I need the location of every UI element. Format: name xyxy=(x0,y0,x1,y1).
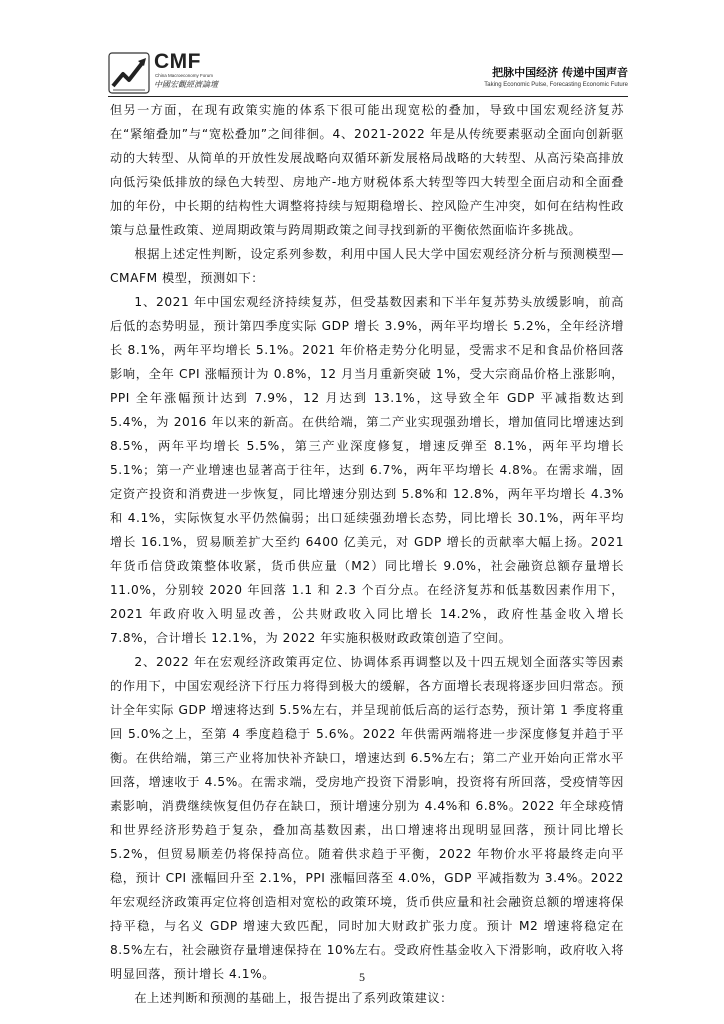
header-divider xyxy=(108,96,628,97)
paragraph-policy-intro: 在上述判断和预测的基础上，报告提出了系列政策建议： xyxy=(134,991,453,1005)
cmf-logo-icon xyxy=(108,52,150,94)
paragraph-continuation: 但另一方面，在现有政策实施的体系下很可能出现宽松的叠加，导致中国宏观经济复苏在“紧缩叠加”与“宽松叠加”之间徘徊。4、2021-2022 年是从传统要素驱动全面向创新驱动的大转型、从简单的开放性发展战略向双循环新发展格局战略的大转型、从高污染高排放向低污染低排放的绿色大转型、房地产-地方财税体系大转型等四大转型全面启动和全面叠加的年份，中长期的结构性大调整将持续与短期稳增长、控风险产生冲突，如何在结构性政策与总量性政策、逆周期政策与跨周期政策之间寻找到新的平衡依然面临许多挑战。 xyxy=(110,103,624,237)
paragraph-forecast-2021: 1、2021 年中国宏观经济持续复苏，但受基数因素和下半年复苏势头放缓影响，前高后低的态势明显，预计第四季度实际 GDP 增长 3.9%，两年平均增长 5.2%，全年经济增长 8.1%，两年平均增长 5.1%。2021 年价格走势分化明显，受需求不足和食品价格回落影响，全年 CPI 涨幅预计为 0.8%，12 月当月重新突破 1%，受大宗商品价格上涨影响，PPI 全年涨幅预计达到 7.9%，12 月达到 13.1%，这导致全年 GDP 平减指数达到 5.4%，为 2016 年以来的新高。在供给端，第二产业实现强劲增长，增加值同比增速达到 8.5%，两年平均增长 5.5%，第三产业深度修复，增速反弹至 8.1%，两年平均增长 5.1%；第一产业增速也显著高于往年，达到 6.7%，两年平均增长 4.8%。在需求端，固定资产投资和消费进一步恢复，同比增速分别达到 5.8%和 12.8%，两年平均增长 4.3%和 4.1%，实际恢复水平仍然偏弱；出口延续强劲增长态势，同比增长 30.1%，两年平均增长 16.1%，贸易顺差扩大至约 6400 亿美元，对 GDP 增长的贡献率大幅上扬。2021 年货币信贷政策整体收紧，货币供应量（M2）同比增长 9.0%，社会融资总额存量增长 11.0%，分别较 2020 年回落 1.1 和 2.3 个百分点。在经济复苏和低基数因素作用下，2021 年政府收入明显改善，公共财政收入同比增长 14.2%，政府性基金收入增长 7.8%，合计增长 12.1%，为 2022 年实施积极财政政策创造了空间。 xyxy=(110,295,624,645)
paragraph-forecast-intro: 根据上述定性判断，设定系列参数，利用中国人民大学中国宏观经济分析与预测模型—CMAFM 模型，预测如下： xyxy=(110,247,624,285)
slogan-english: Taking Economic Pulse, Forecasting Economic Future xyxy=(484,82,628,88)
page-number: 5 xyxy=(359,970,365,984)
document-body xyxy=(110,98,624,1010)
paragraph-forecast-2022: 2、2022 年在宏观经济政策再定位、协调体系再调整以及十四五规划全面落实等因素的作用下，中国宏观经济下行压力将得到极大的缓解，各方面增长表现将逐步回归常态。预计全年实际 GDP 增速将达到 5.5%左右，并呈现前低后高的运行态势，预计第 1 季度将重回 5.0%之上，至第 4 季度趋稳于 5.6%。2022 年供需两端将进一步深度修复并趋于平衡。在供给端，第三产业将加快补齐缺口，增速达到 6.5%左右；第二产业开始向正常水平回落，增速收于 4.5%。在需求端，受房地产投资下滑影响，投资将有所回落，受疫情等因素影响，消费继续恢复但仍存在缺口，预计增速分别为 4.4%和 6.8%。2022 年全球疫情和世界经济形势趋于复杂，叠加高基数因素，出口增速将出现明显回落，预计同比增长 5.2%，但贸易顺差仍将保持高位。随着供求趋于平衡，2022 年物价水平将最终走向平稳，预计 CPI 涨幅回升至 2.1%，PPI 涨幅回落至 4.0%，GDP 平减指数为 3.4%。2022 年宏观经济政策再定位将创造相对宽松的政策环境，货币供应量和社会融资总额的增速将保持平稳，与名义 GDP 增速大致匹配，同时加大财政扩张力度。预计 M2 增速将稳定在 8.5%左右，社会融资存量增速保持在 10%左右。受政府性基金收入下滑影响，政府收入将明显回落，预计增长 4.1%。 xyxy=(110,655,624,981)
logo-subtitle-en: China Macroeconomy Forum xyxy=(155,73,214,78)
header-slogan xyxy=(484,64,628,88)
cmf-logo xyxy=(108,48,278,94)
logo-subtitle-cn: 中國宏觀經濟論壇 xyxy=(154,80,218,89)
logo-text: CMF xyxy=(154,50,201,73)
page-header xyxy=(108,48,628,94)
slogan-chinese: 把脉中国经济 传递中国声音 xyxy=(492,66,628,79)
